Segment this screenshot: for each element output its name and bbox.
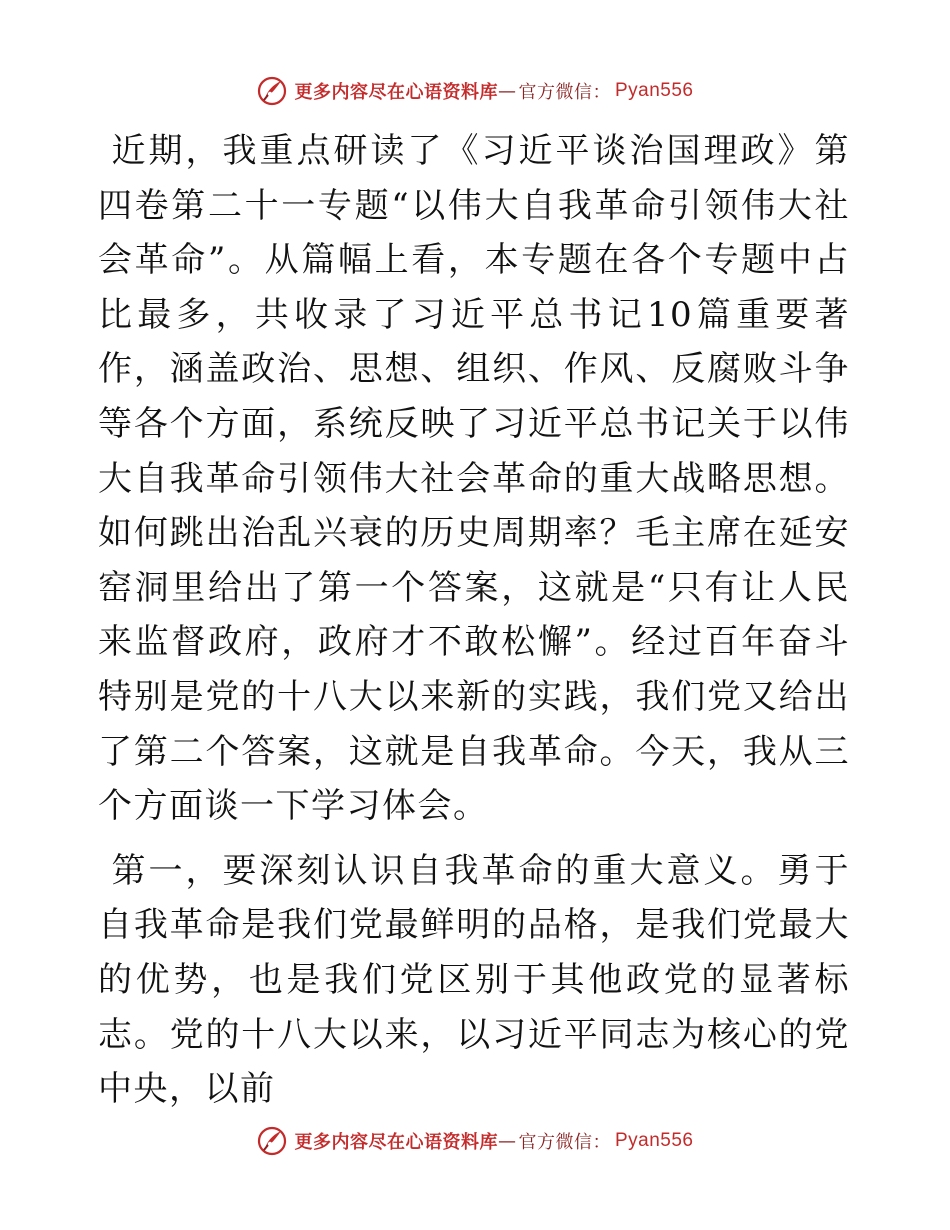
watermark-wechat-label: 官方微信： xyxy=(518,82,611,103)
quill-circle-logo-icon xyxy=(256,1125,288,1157)
watermark-wechat-label: 官方微信： xyxy=(518,1132,611,1153)
paragraph-1 xyxy=(98,124,850,834)
watermark-text xyxy=(294,78,693,104)
watermark-dash: — xyxy=(497,80,517,102)
quill-circle-logo-icon xyxy=(256,75,288,107)
watermark-site-name: 更多内容尽在心语资料库 xyxy=(294,1132,498,1153)
footer-watermark xyxy=(0,1124,950,1158)
paragraph-2 xyxy=(98,844,850,1117)
paragraph-2-text: 第一，要深刻认识自我革命的重大意义。勇于自我革命是我们党最鲜明的品格，是我们党最大的优势，也是我们党区别于其他政党的显著标志。党的十八大以来，以习近平同志为核心的党中央，以前 xyxy=(98,850,850,1110)
paragraph-1-text: 近期，我重点研读了《习近平谈治国理政》第四卷第二十一专题“以伟大自我革命引领伟大社会革命”。从篇幅上看，本专题在各个专题中占比最多，共收录了习近平总书记10篇重要著作，涵盖政治、思想、组织、作风、反腐败斗争等各个方面，系统反映了习近平总书记关于以伟大自我革命引领伟大社会革命的重大战略思想。如何跳出治乱兴衰的历史周期率？毛主席在延安窑洞里给出了第一个答案，这就是“只有让人民来监督政府，政府才不敢松懈”。经过百年奋斗特别是党的十八大以来新的实践，我们党又给出了第二个答案，这就是自我革命。今天，我从三个方面谈一下学习体会。 xyxy=(98,131,850,827)
header-watermark xyxy=(0,74,950,108)
watermark-wechat-id: Pyan556 xyxy=(614,80,694,101)
document-body xyxy=(98,124,850,1127)
watermark-wechat-id: Pyan556 xyxy=(614,1130,694,1151)
watermark-text xyxy=(294,1128,693,1154)
watermark-site-name: 更多内容尽在心语资料库 xyxy=(294,82,498,103)
watermark-dash: — xyxy=(497,1130,517,1152)
